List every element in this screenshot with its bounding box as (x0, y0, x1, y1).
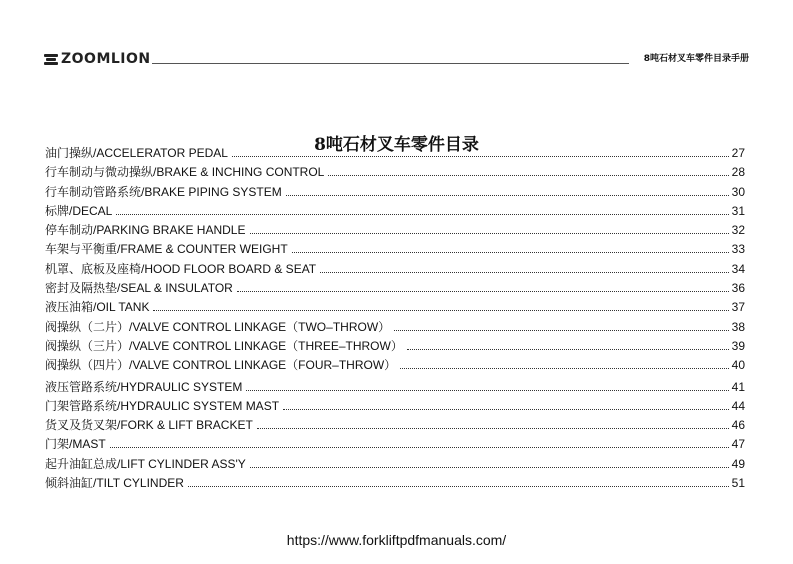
toc-leader-dots (110, 446, 729, 448)
toc-entry-page: 51 (731, 476, 745, 491)
toc-entry[interactable] (45, 183, 745, 202)
toc-entry-label: 机罩、底板及座椅/HOOD FLOOR BOARD & SEAT (45, 261, 317, 276)
toc-entry[interactable] (45, 221, 745, 240)
toc-entry-label: 门架管路系统/HYDRAULIC SYSTEM MAST (45, 398, 280, 413)
toc-entry-page: 36 (731, 281, 745, 296)
toc-entry-page: 47 (731, 437, 745, 452)
toc-entry-label: 阀操纵（三片）/VALVE CONTROL LINKAGE（THREE–THROW） (45, 338, 403, 353)
toc-entry-page: 39 (731, 338, 745, 353)
toc-entry[interactable] (45, 455, 745, 474)
toc-entry-label: 液压管路系统/HYDRAULIC SYSTEM (45, 379, 243, 394)
toc-entry[interactable] (45, 240, 745, 259)
toc-entry-page: 31 (731, 203, 745, 218)
toc-entry-label: 阀操纵（二片）/VALVE CONTROL LINKAGE（TWO–THROW） (45, 319, 391, 334)
zoomlion-logo (44, 51, 151, 67)
toc-leader-dots (407, 348, 729, 350)
toc-entry[interactable] (45, 144, 745, 163)
table-of-contents (45, 144, 745, 493)
toc-entry[interactable] (45, 260, 745, 279)
toc-leader-dots (320, 271, 729, 273)
toc-entry-page: 49 (731, 456, 745, 471)
toc-leader-dots (328, 174, 728, 176)
toc-entry[interactable] (45, 378, 745, 397)
toc-leader-dots (237, 290, 729, 292)
toc-entry-label: 车架与平衡重/FRAME & COUNTER WEIGHT (45, 242, 288, 257)
toc-entry-label: 行车制动管路系统/BRAKE PIPING SYSTEM (45, 184, 282, 199)
logo-text: ZOOMLION (61, 51, 151, 67)
toc-leader-dots (116, 213, 728, 215)
header-title: 8吨石材叉车零件目录手册 (643, 54, 749, 64)
toc-leader-dots (286, 194, 729, 196)
toc-leader-dots (246, 389, 728, 391)
toc-entry[interactable] (45, 416, 745, 435)
toc-entry-label: 门架/MAST (45, 437, 106, 452)
header-rule (152, 63, 629, 64)
toc-entry[interactable] (45, 298, 745, 317)
toc-entry[interactable] (45, 397, 745, 416)
toc-entry-page: 40 (731, 358, 745, 373)
toc-leader-dots (250, 232, 729, 234)
toc-entry-label: 起升油缸总成/LIFT CYLINDER ASS'Y (45, 456, 246, 471)
document-title: 8吨石材叉车零件目录 (314, 135, 479, 155)
toc-entry-label: 倾斜油缸/TILT CYLINDER (45, 476, 184, 491)
toc-entry-label: 行车制动与微动操纵/BRAKE & INCHING CONTROL (45, 165, 325, 180)
toc-leader-dots (153, 309, 728, 311)
toc-leader-dots (394, 329, 728, 331)
toc-leader-dots (257, 427, 729, 429)
toc-entry-page: 37 (731, 300, 745, 315)
toc-leader-dots (232, 155, 729, 157)
toc-leader-dots (283, 408, 729, 410)
toc-entry[interactable] (45, 356, 745, 375)
toc-entry[interactable] (45, 318, 745, 337)
toc-entry[interactable] (45, 337, 745, 356)
toc-entry-page: 46 (731, 418, 745, 433)
toc-entry-page: 34 (731, 261, 745, 276)
toc-entry-label: 密封及隔热垫/SEAL & INSULATOR (45, 281, 233, 296)
toc-entry[interactable] (45, 163, 745, 182)
toc-entry[interactable] (45, 202, 745, 221)
toc-entry-page: 38 (731, 319, 745, 334)
toc-entry-page: 41 (731, 379, 745, 394)
toc-entry-page: 44 (731, 398, 745, 413)
toc-entry-page: 33 (731, 242, 745, 257)
toc-leader-dots (188, 485, 729, 487)
footer-url[interactable]: https://www.forkliftpdfmanuals.com/ (286, 532, 507, 548)
toc-entry-label: 停车制动/PARKING BRAKE HANDLE (45, 223, 246, 238)
toc-entry-page: 27 (731, 146, 745, 160)
toc-entry-label: 油门操纵/ACCELERATOR PEDAL (45, 146, 228, 160)
toc-entry-label: 标牌/DECAL (45, 203, 113, 218)
toc-entry-label: 货叉及货叉架/FORK & LIFT BRACKET (45, 418, 253, 433)
toc-entry-page: 32 (731, 223, 745, 238)
toc-leader-dots (250, 466, 729, 468)
toc-leader-dots (400, 367, 728, 369)
toc-entry[interactable] (45, 279, 745, 298)
toc-entry-label: 阀操纵（四片）/VALVE CONTROL LINKAGE（FOUR–THROW） (45, 358, 397, 373)
toc-leader-dots (292, 251, 729, 253)
logo-mark-icon (44, 54, 58, 65)
toc-entry-page: 28 (731, 165, 745, 180)
toc-entry[interactable] (45, 474, 745, 493)
toc-entry-page: 30 (731, 184, 745, 199)
toc-entry[interactable] (45, 435, 745, 454)
toc-entry-label: 液压油箱/OIL TANK (45, 300, 150, 315)
